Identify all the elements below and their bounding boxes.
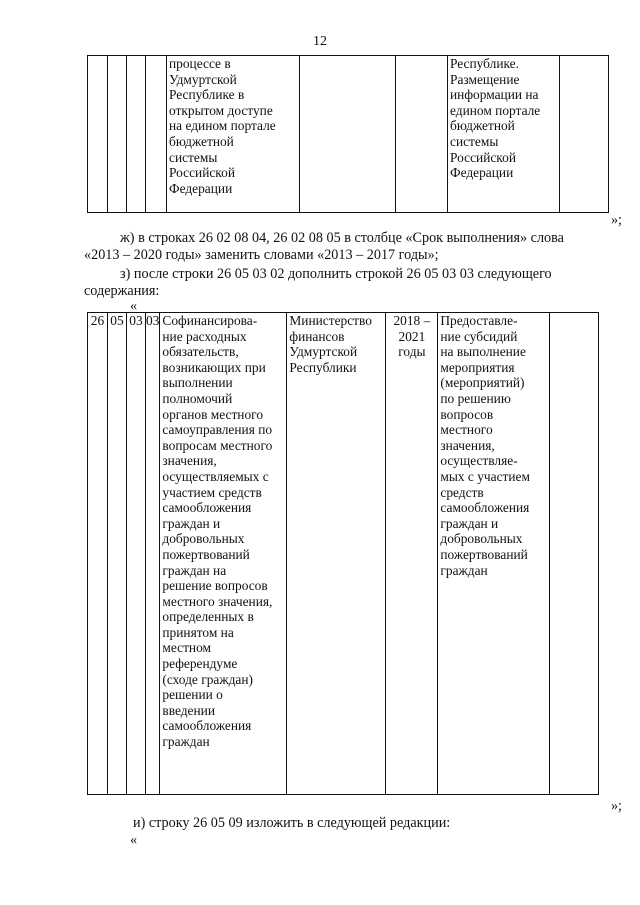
cell-text-line: Предоставле- [440,313,518,328]
code-cell: 05 [108,313,127,795]
code-cell [127,56,146,213]
page-number: 12 [313,34,327,49]
cell-text-line: самообложения [162,718,252,734]
code-cell: 26 [88,313,108,795]
cell-text-line: граждан и [162,515,221,531]
cell-text-line: мероприятия [440,359,515,375]
cell-text-line: Удмуртской [169,71,237,87]
cell-text-line: Республике в [169,87,245,103]
cell-text-line: пожертвований [440,546,528,562]
cell-text-line: Размещение [450,71,520,87]
opening-quote: « [130,298,138,314]
table-new-row [87,312,599,795]
empty-cell [560,56,609,213]
paragraph-z-line1: з) после строки 26 05 03 02 дополнить строкой 26 05 03 03 следующего [120,266,552,282]
cell-text-line: годы [398,344,426,360]
responsible-cell [287,313,386,795]
code-cell [146,56,167,213]
cell-text-line: едином портале [450,102,541,118]
cell-text-line: Российской [169,165,235,181]
cell-text-line: системы [450,133,499,149]
cell-text-line: решение вопросов [162,578,268,594]
cell-text-line: возникающих при [162,359,266,375]
cell-text-line: значения, [440,437,495,453]
cell-text-line: Софинансирова- [162,313,258,328]
cell-text-line: определенных в [162,609,254,625]
code-cell [108,56,127,213]
cell-text-line: местном [162,640,212,656]
period-cell [396,56,448,213]
cell-text-line: самоуправления по [162,422,273,438]
cell-text-line: выполнении [162,375,233,391]
result-cell [438,313,550,795]
cell-text-line: информации на [450,87,539,103]
cell-text-line: осуществляемых с [162,468,269,484]
cell-text-line: Республики [289,359,357,375]
cell-text-line: полномочий [162,390,233,406]
code-cell: 03 [146,313,160,795]
cell-text-line: участием средств [162,484,262,500]
paragraph-zh-line1: ж) в строках 26 02 08 04, 26 02 08 05 в столбце «Срок выполнения» слова [120,230,564,246]
code-cell: 03 [127,313,146,795]
cell-text-line: на выполнение [440,344,526,360]
cell-text-line: решении о [162,687,223,703]
table-top-continuation [87,55,609,213]
paragraph-i: и) строку 26 05 09 изложить в следующей редакции: [133,815,451,831]
result-cell [448,56,560,213]
cell-text-line: референдуме [162,656,238,672]
cell-text-line: добровольных [162,531,245,547]
cell-text-line: бюджетной [450,118,515,134]
cell-text-line: системы [169,149,218,165]
cell-text-line: граждан [440,562,488,578]
table-row [88,313,599,795]
opening-quote: « [130,832,138,848]
cell-text-line: обязательств, [162,344,239,360]
cell-text-line: Федерации [450,165,514,181]
cell-text-line: Российской [450,149,516,165]
cell-text-line: Республике. [450,56,519,71]
cell-text-line: вопросов [440,406,494,422]
cell-text-line: граждан [162,734,210,750]
cell-text-line: 2018 – [393,313,431,328]
cell-text-line: на едином портале [169,118,276,134]
cell-text-line: самообложения [440,500,530,516]
cell-text-line: Министерство [289,313,372,328]
cell-text-line: по решению [440,390,511,406]
cell-text-line: Удмуртской [289,344,358,360]
cell-text-line: осуществляе- [440,453,518,469]
cell-text-line: Федерации [169,180,233,196]
cell-text-line: граждан на [162,562,227,578]
closing-quote: »; [610,212,622,228]
responsible-cell [300,56,396,213]
period-cell [386,313,438,795]
cell-text-line: добровольных [440,531,523,547]
cell-text-line: принятом на [162,624,234,640]
code-cell [88,56,108,213]
paragraph-zh-line2: «2013 – 2020 годы» заменить словами «2013 – 2017 годы»; [84,247,439,263]
cell-text-line: финансов [289,328,345,344]
cell-text-line: 2021 [398,328,426,344]
empty-cell [550,313,599,795]
cell-text-line: граждан и [440,515,499,531]
cell-text-line: введении [162,702,215,718]
cell-text-line: самообложения [162,500,252,516]
cell-text-line: мых с участием [440,468,530,484]
cell-text-line: средств [440,484,484,500]
description-cell [160,313,287,795]
cell-text-line: органов местного [162,406,264,422]
cell-text-line: бюджетной [169,133,234,149]
cell-text-line: процессе в [169,56,231,71]
cell-text-line: ние расходных [162,328,247,344]
table-row [88,56,609,213]
closing-quote: »; [610,798,622,814]
cell-text-line: вопросам местного [162,437,273,453]
cell-text-line: (сходе граждан) [162,671,253,687]
cell-text-line: ние субсидий [440,328,518,344]
cell-text-line: значения, [162,453,217,469]
paragraph-z-line2: содержания: [84,283,160,299]
cell-text-line: (мероприятий) [440,375,525,391]
cell-text-line: местного значения, [162,593,273,609]
cell-text-line: пожертвований [162,546,250,562]
description-cell [167,56,300,213]
cell-text-line: местного [440,422,493,438]
cell-text-line: открытом доступе [169,102,273,118]
